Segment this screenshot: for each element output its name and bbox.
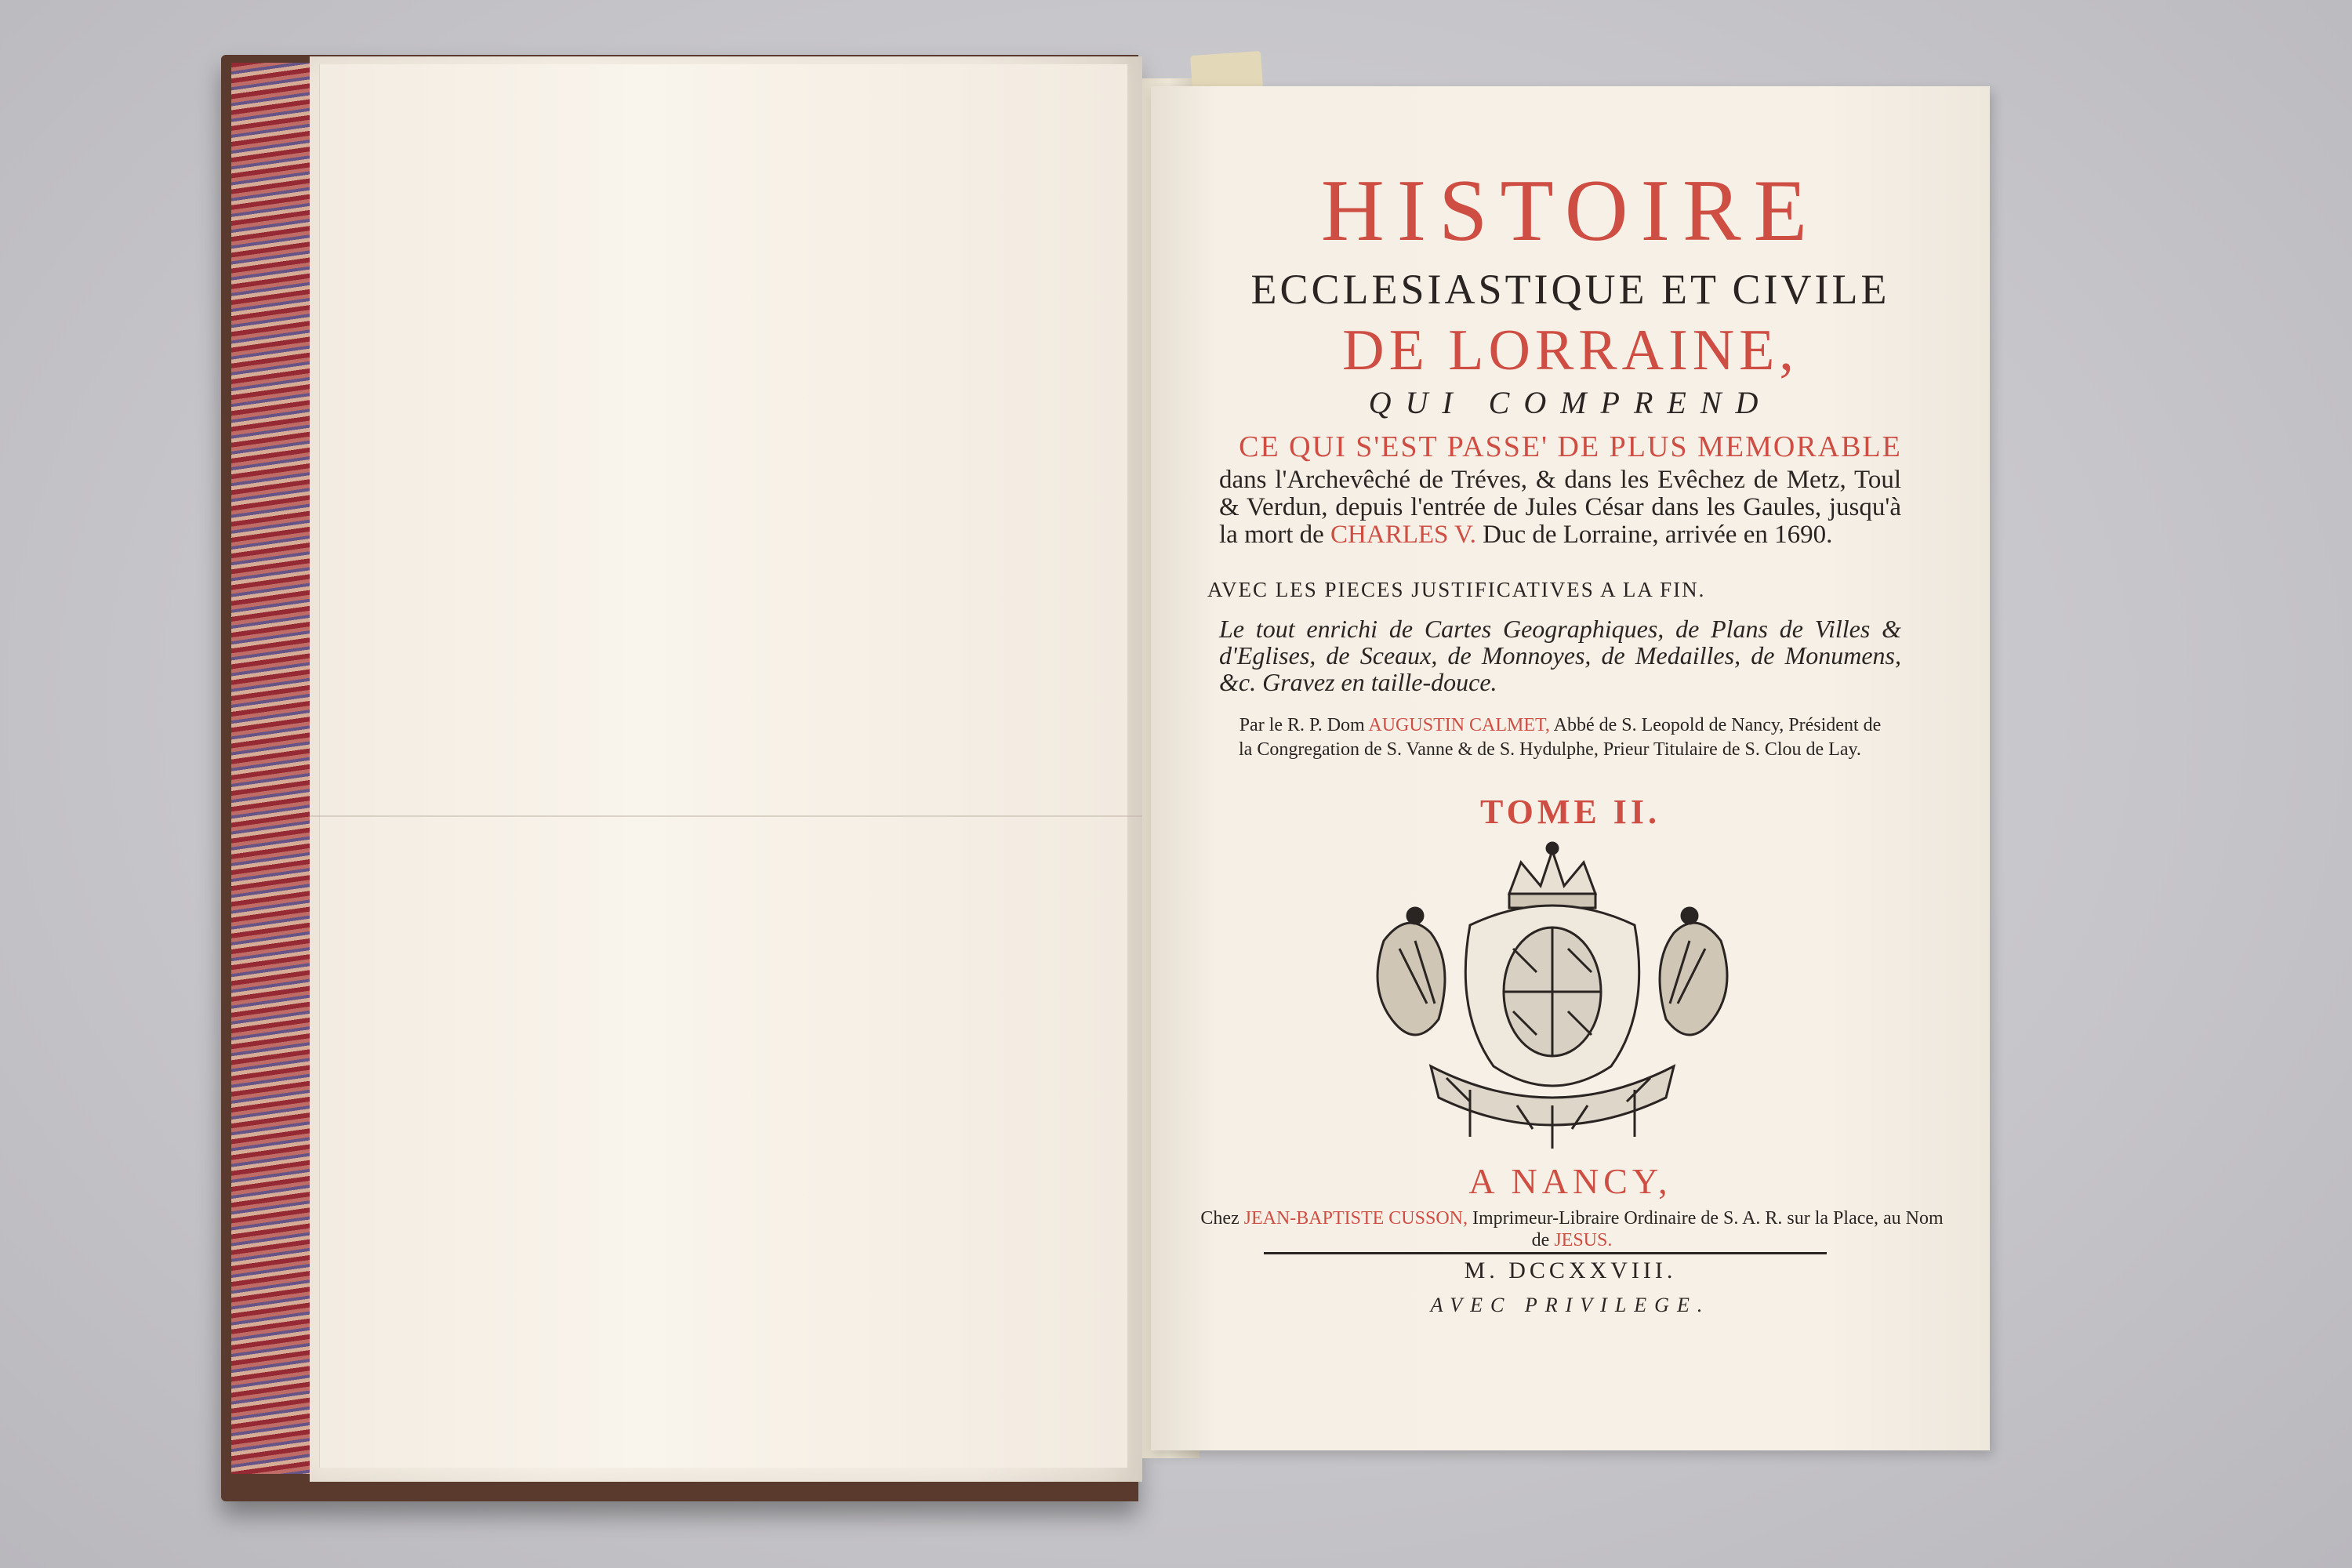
page-subtitle: ECCLESIASTIQUE ET CIVILE: [1250, 266, 1890, 313]
marbled-endpaper: [231, 63, 319, 1474]
summary-text-end: Duc de Lorraine, arrivée en 1690.: [1475, 521, 1833, 549]
printer-sign: JESUS.: [1554, 1230, 1613, 1250]
imprint-rule: [1264, 1252, 1827, 1254]
summary-name: CHARLES V.: [1330, 521, 1476, 549]
publication-year: M. DCCXXVIII.: [1464, 1258, 1677, 1283]
page-title: HISTOIRE: [1320, 162, 1820, 260]
flyleaf: [319, 64, 1127, 1468]
author-titles: Abbé de S. Leopold de Nancy, Président de la Congregation de S. Vanne & de S. Hydulphe, Prieur Titulaire de S. Clou de Lay.: [1239, 715, 1882, 760]
page-fold: [310, 815, 1142, 817]
printer-name: JEAN-BAPTISTE CUSSON,: [1243, 1208, 1468, 1229]
volume-label: TOME II.: [1480, 793, 1661, 831]
summary-paragraph: [1219, 466, 1901, 549]
region-title: DE LORRAINE,: [1342, 318, 1798, 383]
privilege-line: AVEC PRIVILEGE.: [1430, 1294, 1711, 1316]
printer-address: Imprimeur-Libraire Ordinaire de S. A. R. sur la Place, au Nom de: [1468, 1208, 1944, 1250]
enriched-paragraph: Le tout enrichi de Cartes Geographiques, de Plans de Villes & d'Eglises, de Sceaux, de Monnoyes, de Medailles, de Monumens, &c. Gravez en taille-douce.: [1219, 615, 1901, 696]
intro-line: QUI COMPREND: [1368, 385, 1773, 420]
left-blank-page: [310, 56, 1142, 1482]
pieces-line: AVEC LES PIECES JUSTIFICATIVES A LA FIN.: [1207, 578, 1706, 601]
imprint-printer: [1200, 1207, 1944, 1251]
imprint-place: A NANCY,: [1468, 1161, 1672, 1201]
author-pre: Par le R. P. Dom: [1239, 715, 1369, 735]
author-name: AUGUSTIN CALMET,: [1368, 715, 1550, 735]
summary-heading: CE QUI S'EST PASSE' DE PLUS MEMORABLE: [1239, 430, 1902, 463]
summary-text: dans l'Archevêché de Tréves, & dans les Evêchez de Metz, Toul & Verdun, depuis l'entrée de Jules César dans les Gaules, jusqu'à la mort de: [1219, 466, 1901, 549]
printer-pre: Chez: [1200, 1208, 1244, 1229]
author-paragraph: [1239, 713, 1882, 762]
coat-of-arms-icon: [1352, 831, 1752, 1160]
